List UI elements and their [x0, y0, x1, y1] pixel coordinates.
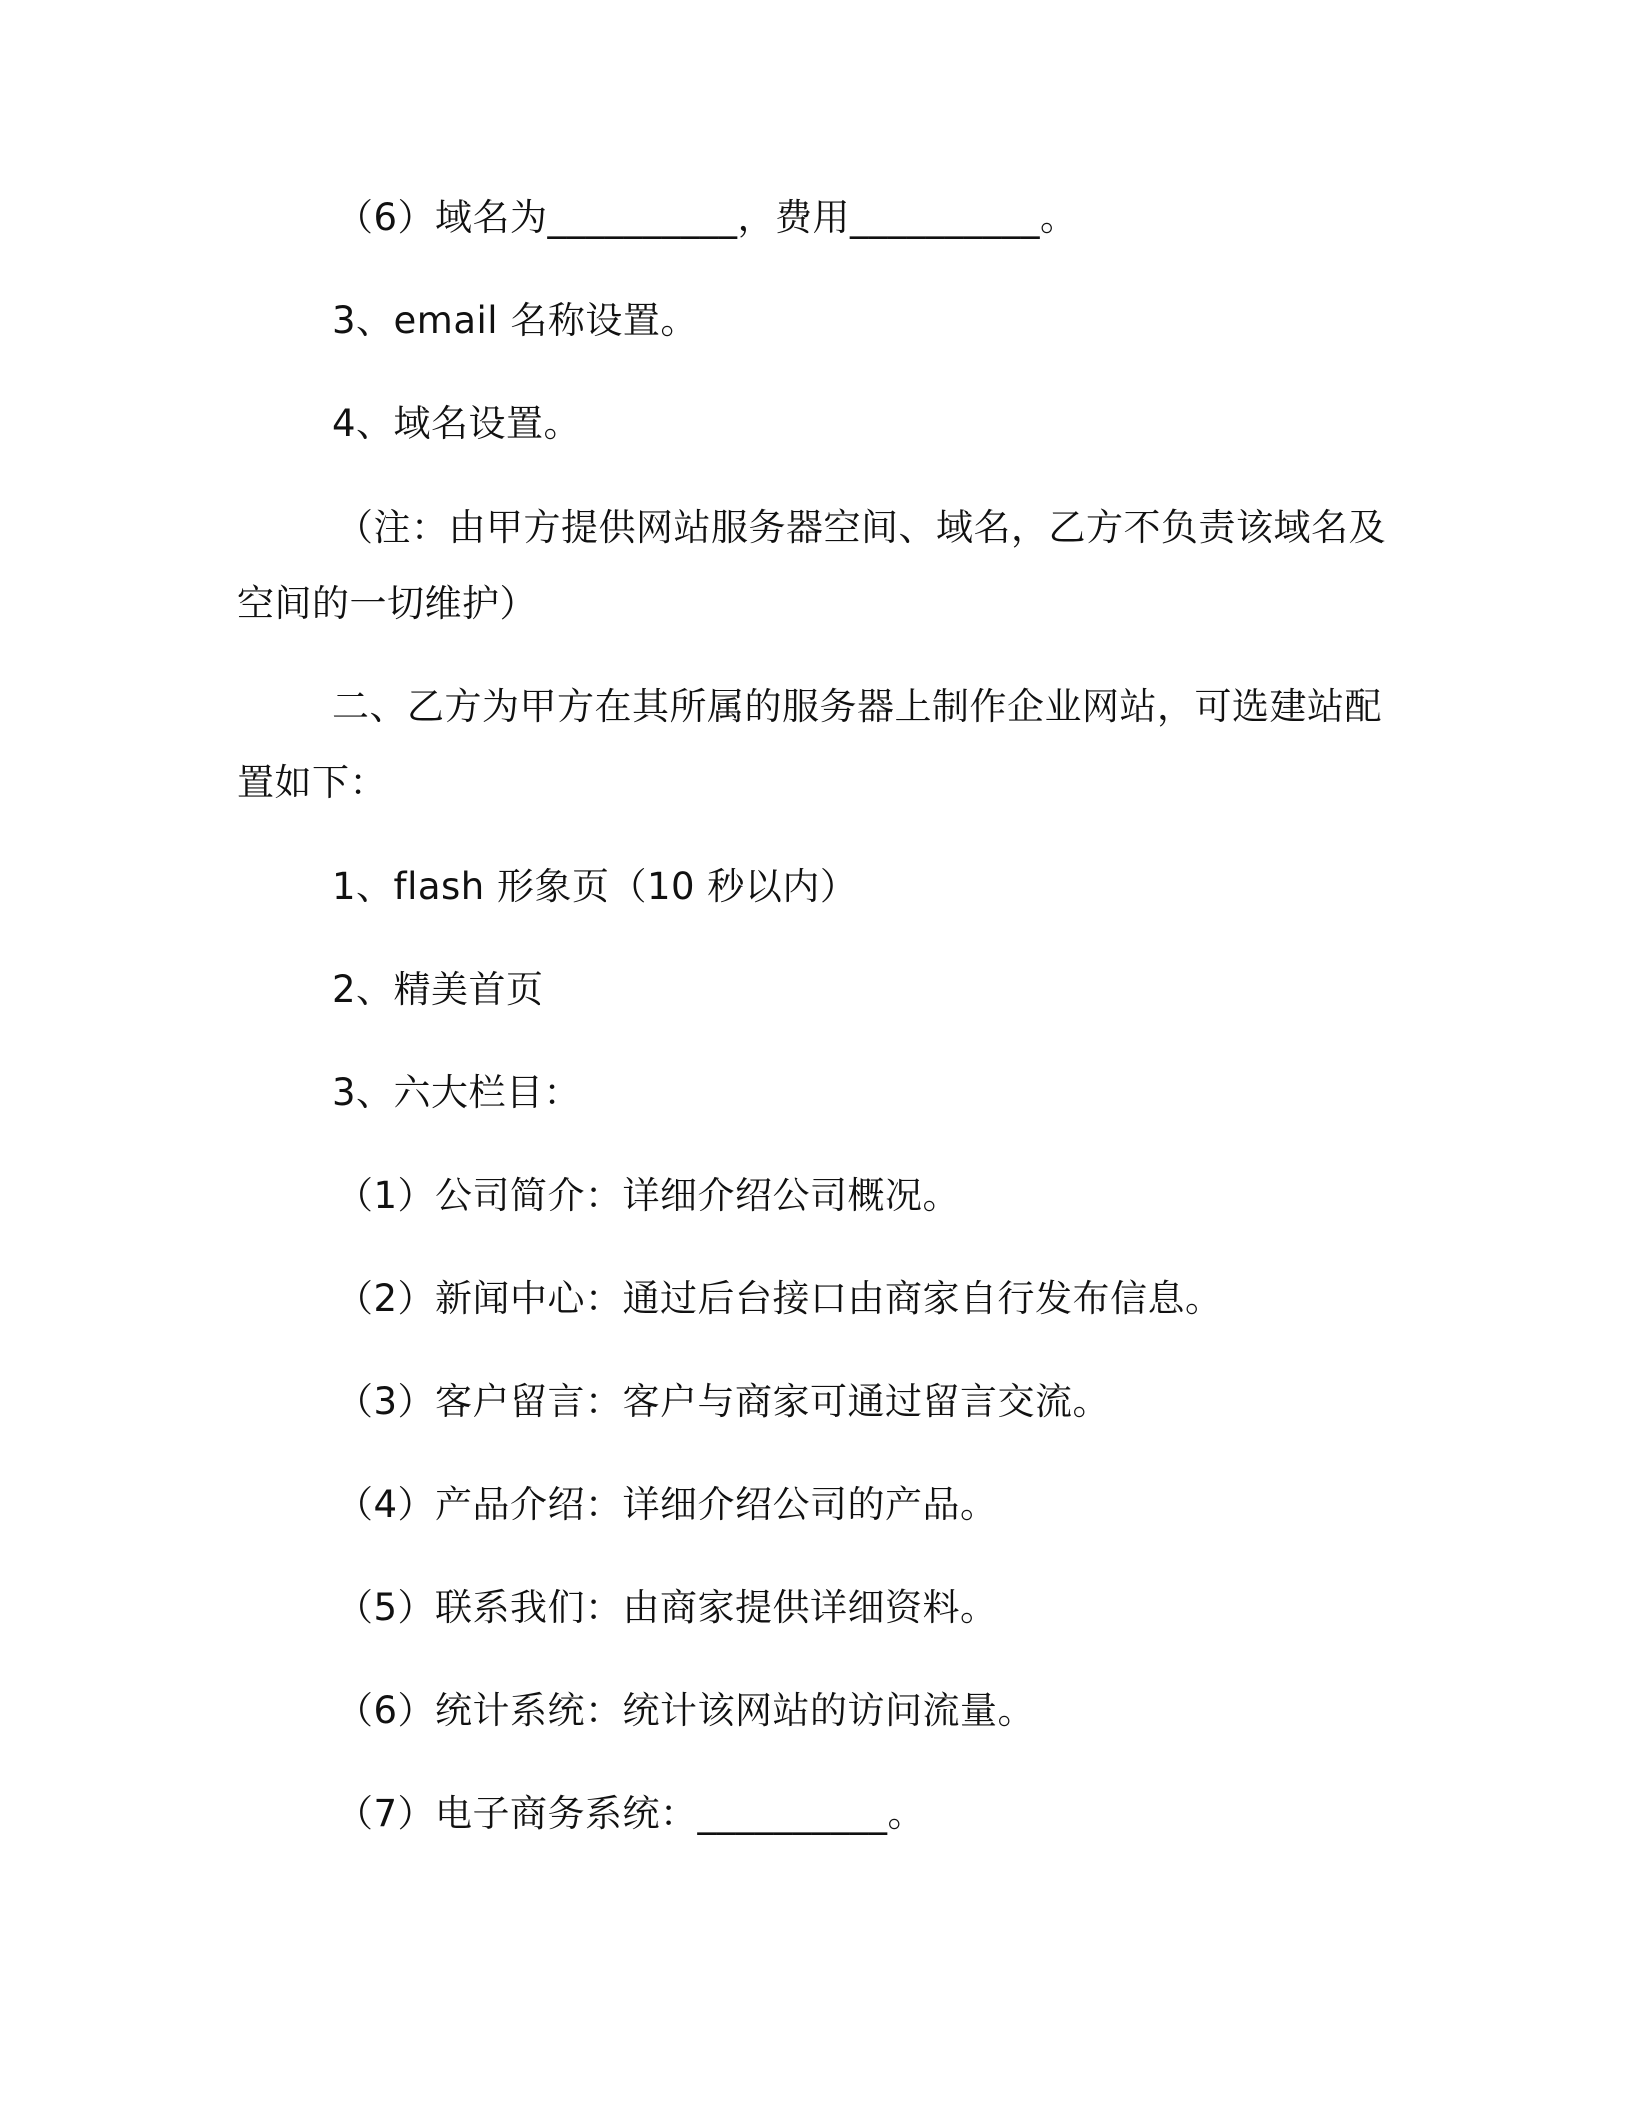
statistics-system-line: （6）统计系统：统计该网站的访问流量。 [336, 1689, 1036, 1732]
contact-us-line: （5）联系我们：由商家提供详细资料。 [336, 1586, 998, 1629]
flash-page-line: 1、flash 形象页（10 秒以内） [332, 865, 858, 908]
note-line-1: （注：由甲方提供网站服务器空间、域名，乙方不负责该域名及 [336, 506, 1386, 549]
domain-name-fee-line: （6）域名为__________，费用__________。 [336, 196, 1078, 239]
ecommerce-system-line: （7）电子商务系统：__________。 [336, 1792, 926, 1835]
section-two-line-1: 二、乙方为甲方在其所属的服务器上制作企业网站，可选建站配 [332, 685, 1382, 728]
six-columns-line: 3、六大栏目： [332, 1071, 582, 1114]
note-line-2: 空间的一切维护） [237, 582, 537, 625]
company-profile-line: （1）公司简介：详细介绍公司概况。 [336, 1174, 961, 1217]
domain-setting-line: 4、域名设置。 [332, 402, 582, 445]
homepage-line: 2、精美首页 [332, 968, 544, 1011]
product-introduction-line: （4）产品介绍：详细介绍公司的产品。 [336, 1483, 998, 1526]
email-setting-line: 3、email 名称设置。 [332, 299, 698, 342]
news-center-line: （2）新闻中心：通过后台接口由商家自行发布信息。 [336, 1277, 1223, 1320]
section-two-line-2: 置如下： [237, 761, 387, 804]
customer-messages-line: （3）客户留言：客户与商家可通过留言交流。 [336, 1380, 1111, 1423]
